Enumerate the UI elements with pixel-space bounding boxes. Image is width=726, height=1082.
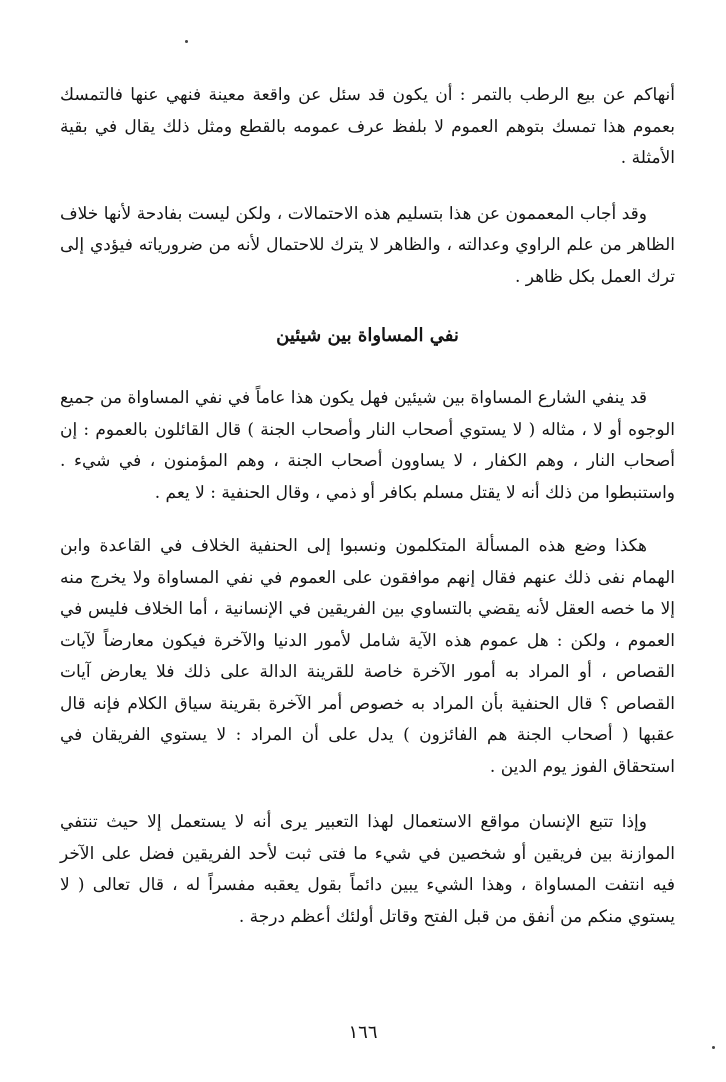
scan-speck (712, 1046, 715, 1049)
page-body (60, 80, 675, 933)
paragraph-3: قد ينفي الشارع المساواة بين شيئين فهل يكون هذا عاماً في نفي المساواة من جميع الوجوه أو لا ، مثاله ( لا يستوي أصحاب النار وأصحاب الجنة ) قال القائلون بالعموم : إن أصحاب النار ، وهم الكفار ، لا يساوون أصحاب الجنة ، وهم المؤمنون ، في شيء . واستنبطوا من ذلك أنه لا يقتل مسلم بكافر أو ذمي ، وقال الحنفية : لا يعم . (60, 388, 675, 503)
scan-speck (185, 40, 188, 43)
paragraph-2: وقد أجاب المعممون عن هذا بتسليم هذه الاحتمالات ، ولكن ليست بفادحة لأنها خلاف الظاهر من علم الراوي وعدالته ، والظاهر لا يترك للاحتمال لأنه من ضرورياته فيؤدي إلى ترك العمل بكل ظاهر . (60, 203, 675, 287)
section-title: نفي المساواة بين شيئين (276, 325, 459, 346)
paragraph-1: أنهاكم عن بيع الرطب بالتمر : أن يكون قد سئل عن واقعة معينة فنهي عنها فالتمسك بعموم هذا تمسك بتوهم العموم لا بلفظ عرف عمومه بالقطع ومثل ذلك يقال في بقية الأمثلة . (60, 85, 675, 168)
paragraph-5: وإذا تتبع الإنسان مواقع الاستعمال لهذا التعبير يرى أنه لا يستعمل إلا حيث تنتفي الموازنة بين فريقين أو شخصين في شيء ما فتى ثبت لأحد الفريقين فضل على الآخر فيه انتفت المساواة ، وهذا الشيء يبين دائماً بقول يعقبه مفسراً له ، قال تعالى ( لا يستوي منكم من أنفق من قبل الفتح وقاتل أولئك أعظم درجة . (60, 812, 675, 927)
page-number: ١٦٦ (348, 1022, 378, 1043)
paragraph-4: هكذا وضع هذه المسألة المتكلمون ونسبوا إلى الحنفية الخلاف في القاعدة وابن الهمام نفى ذلك عنهم فقال إنهم موافقون على العموم في نفي المساواة ولا يخرج منه إلا ما خصه العقل لأنه يقضي بالتساوي بين الفريقين في الإنسانية ، أما الخلاف فليس في العموم ، ولكن : هل عموم هذه الآية شامل لأمور الدنيا والآخرة فيكون معارضاً لآيات القصاص ، أو المراد به أمور الآخرة خاصة للقرينة الدالة على ذلك فلا يعارض آيات القصاص ؟ قال الحنفية بأن المراد به خصوص أمر الآخرة بقرينة سياق الكلام فإنه قال عقبها ( أصحاب الجنة هم الفائزون ) يدل على أن المراد : لا يستوي الفريقان في استحقاق الفوز يوم الدين . (60, 536, 675, 777)
